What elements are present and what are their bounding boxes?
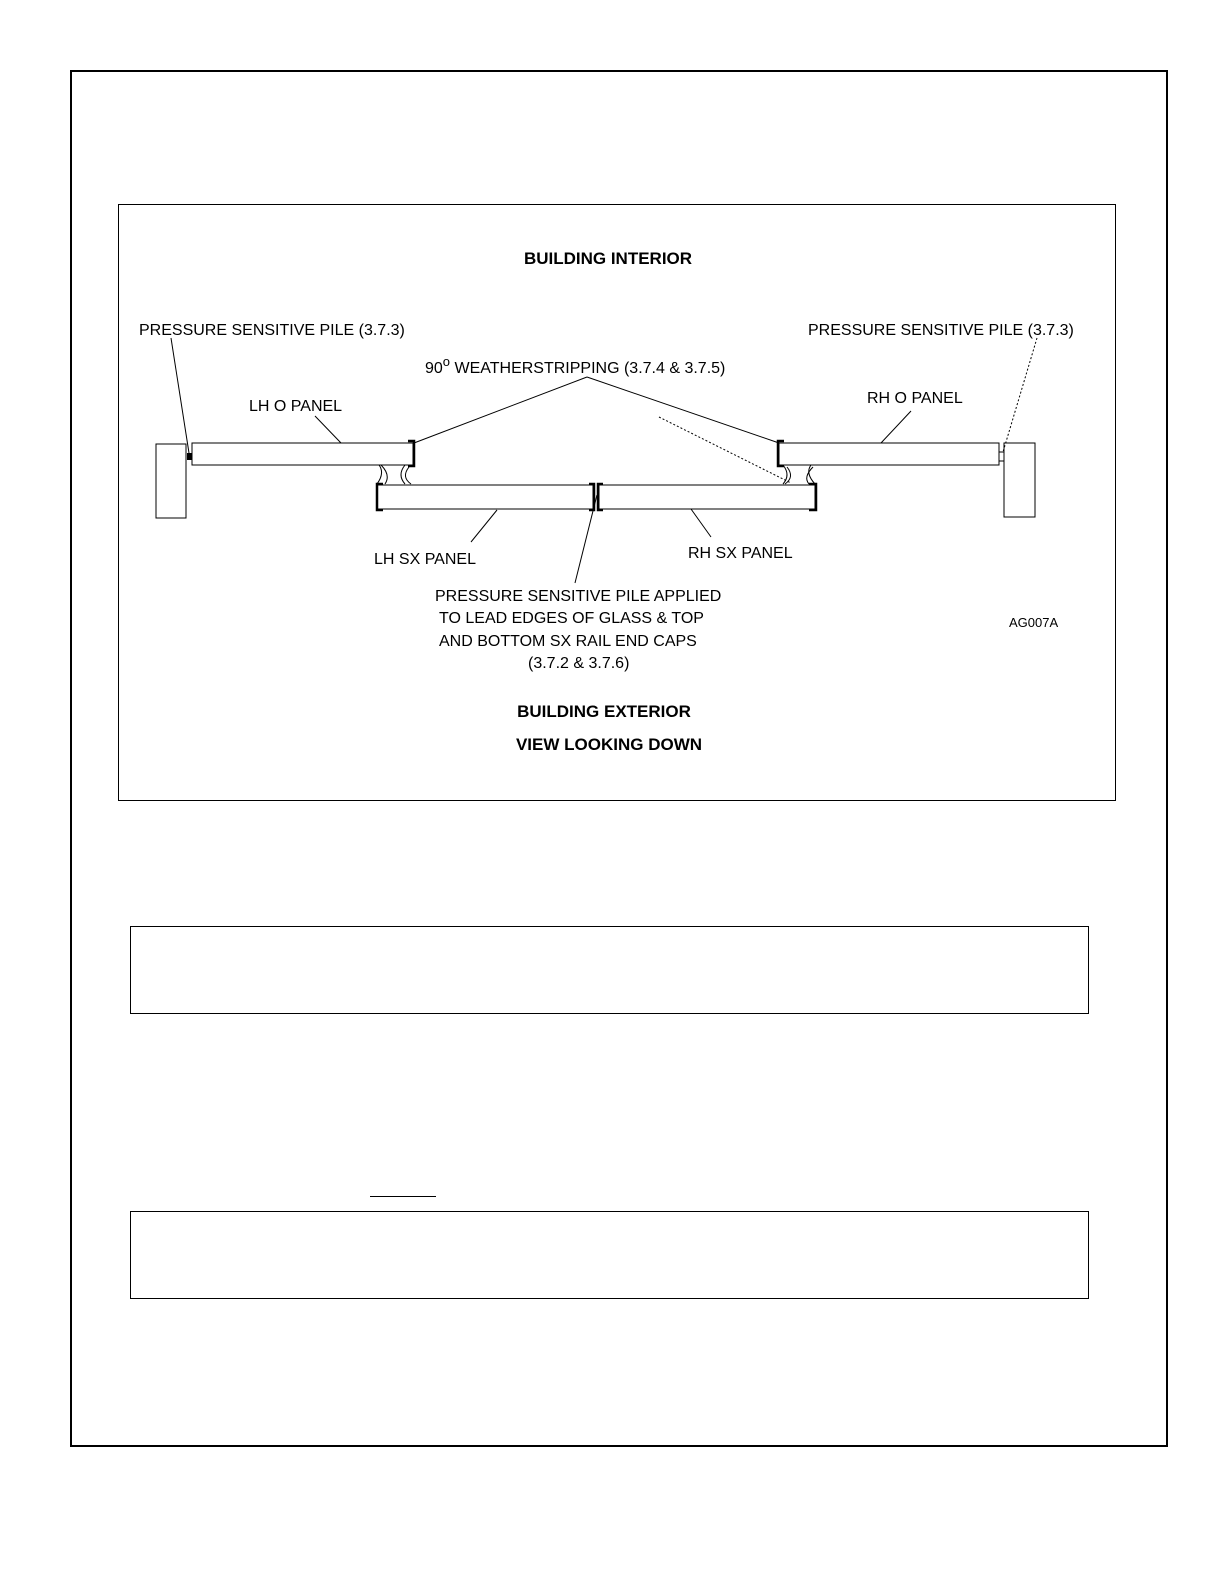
- leader-pile-left: [171, 338, 189, 453]
- label-pile-left: PRESSURE SENSITIVE PILE (3.7.3): [139, 322, 405, 339]
- rh-weatherstrip-seals: [783, 465, 815, 484]
- lh-o-panel: [192, 443, 413, 465]
- blank-box-upper: [130, 926, 1089, 1014]
- label-rh-sx-panel: RH SX PANEL: [688, 545, 793, 562]
- rh-o-panel: [779, 443, 999, 465]
- leader-weatherstrip-right: [587, 377, 779, 443]
- label-lh-sx-panel: LH SX PANEL: [374, 551, 476, 568]
- right-jamb: [1004, 443, 1035, 517]
- leader-weatherstrip-left: [414, 377, 587, 443]
- leader-lh-sx: [471, 510, 497, 542]
- label-weatherstripping: 90$^o$ WEATHERSTRIPPING (3.7.4 & 3.7.5): [425, 354, 726, 377]
- rh-sx-panel: [599, 485, 815, 509]
- label-pile-applied-line-1: PRESSURE SENSITIVE PILE APPLIED: [435, 588, 722, 605]
- building-interior-title: BUILDING INTERIOR: [523, 249, 693, 268]
- figure-code: AG007A: [1009, 615, 1059, 630]
- leader-weatherstrip-dotted: [659, 417, 791, 483]
- lh-sx-panel: [377, 485, 593, 509]
- label-lh-o-panel: LH O PANEL: [249, 398, 343, 415]
- blank-box-lower: [130, 1211, 1089, 1299]
- underline-mark: [370, 1196, 436, 1197]
- view-looking-down-label: VIEW LOOKING DOWN: [515, 735, 703, 754]
- left-jamb: [156, 444, 186, 518]
- label-pile-right: PRESSURE SENSITIVE PILE (3.7.3): [808, 322, 1074, 339]
- label-pile-applied-line-3: AND BOTTOM SX RAIL END CAPS: [439, 633, 697, 650]
- label-pile-applied-line-4: (3.7.2 & 3.7.6): [528, 655, 630, 672]
- label-rh-o-panel: RH O PANEL: [867, 390, 963, 407]
- building-exterior-title: BUILDING EXTERIOR: [517, 702, 691, 721]
- label-pile-applied-line-2: TO LEAD EDGES OF GLASS & TOP: [439, 610, 704, 627]
- leader-lh-o: [315, 416, 341, 443]
- right-pile-pad: [999, 452, 1004, 461]
- lh-weatherstrip-seals: [377, 465, 411, 484]
- leader-rh-sx: [691, 509, 711, 537]
- leader-rh-o: [881, 411, 911, 443]
- leader-pile-right: [1003, 338, 1037, 452]
- door-plan-diagram: [118, 204, 1116, 801]
